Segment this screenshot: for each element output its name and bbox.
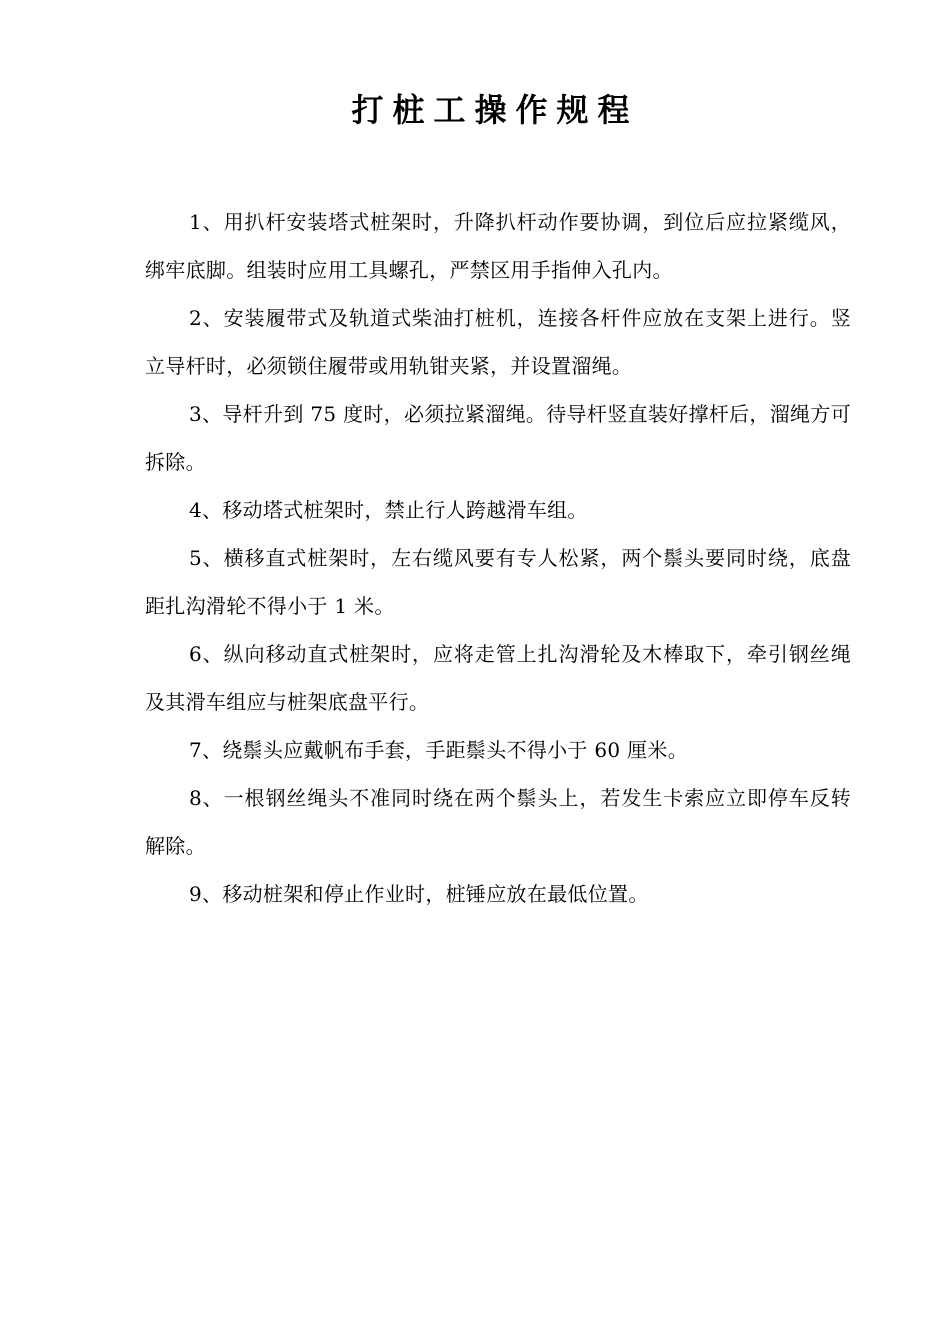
rule-paragraph-4: 4、移动塔式桩架时，禁止行人跨越滑车组。: [189, 498, 588, 522]
rule-paragraph-7: 7、绕鬃头应戴帆布手套，手距鬃头不得小于 60 厘米。: [189, 738, 688, 762]
rule-paragraph-6: 6、纵向移动直式桩架时，应将走管上扎沟滑轮及木棒取下，牵引钢丝绳及其滑车组应与桩架底盘平行。: [145, 642, 851, 714]
document-body: [145, 198, 851, 918]
rule-paragraph-8: 8、一根钢丝绳头不准同时绕在两个鬃头上，若发生卡索应立即停车反转解除。: [145, 786, 851, 858]
document-title: 打桩工操作规程: [351, 91, 639, 129]
rule-paragraph-5: 5、横移直式桩架时，左右缆风要有专人松紧，两个鬃头要同时绕，底盘距扎沟滑轮不得小于 1 米。: [145, 546, 851, 618]
rule-paragraph-9: 9、移动桩架和停止作业时，桩锤应放在最低位置。: [189, 882, 649, 906]
rule-paragraph-1: 1、用扒杆安装塔式桩架时，升降扒杆动作要协调，到位后应拉紧缆风，绑牢底脚。组装时应用工具螺孔，严禁区用手指伸入孔内。: [145, 210, 851, 282]
rule-paragraph-3: 3、导杆升到 75 度时，必须拉紧溜绳。待导杆竖直装好撑杆后，溜绳方可拆除。: [145, 402, 851, 474]
rule-paragraph-2: 2、安装履带式及轨道式柴油打桩机，连接各杆件应放在支架上进行。竖立导杆时，必须锁住履带或用轨钳夹紧，并设置溜绳。: [145, 306, 851, 378]
